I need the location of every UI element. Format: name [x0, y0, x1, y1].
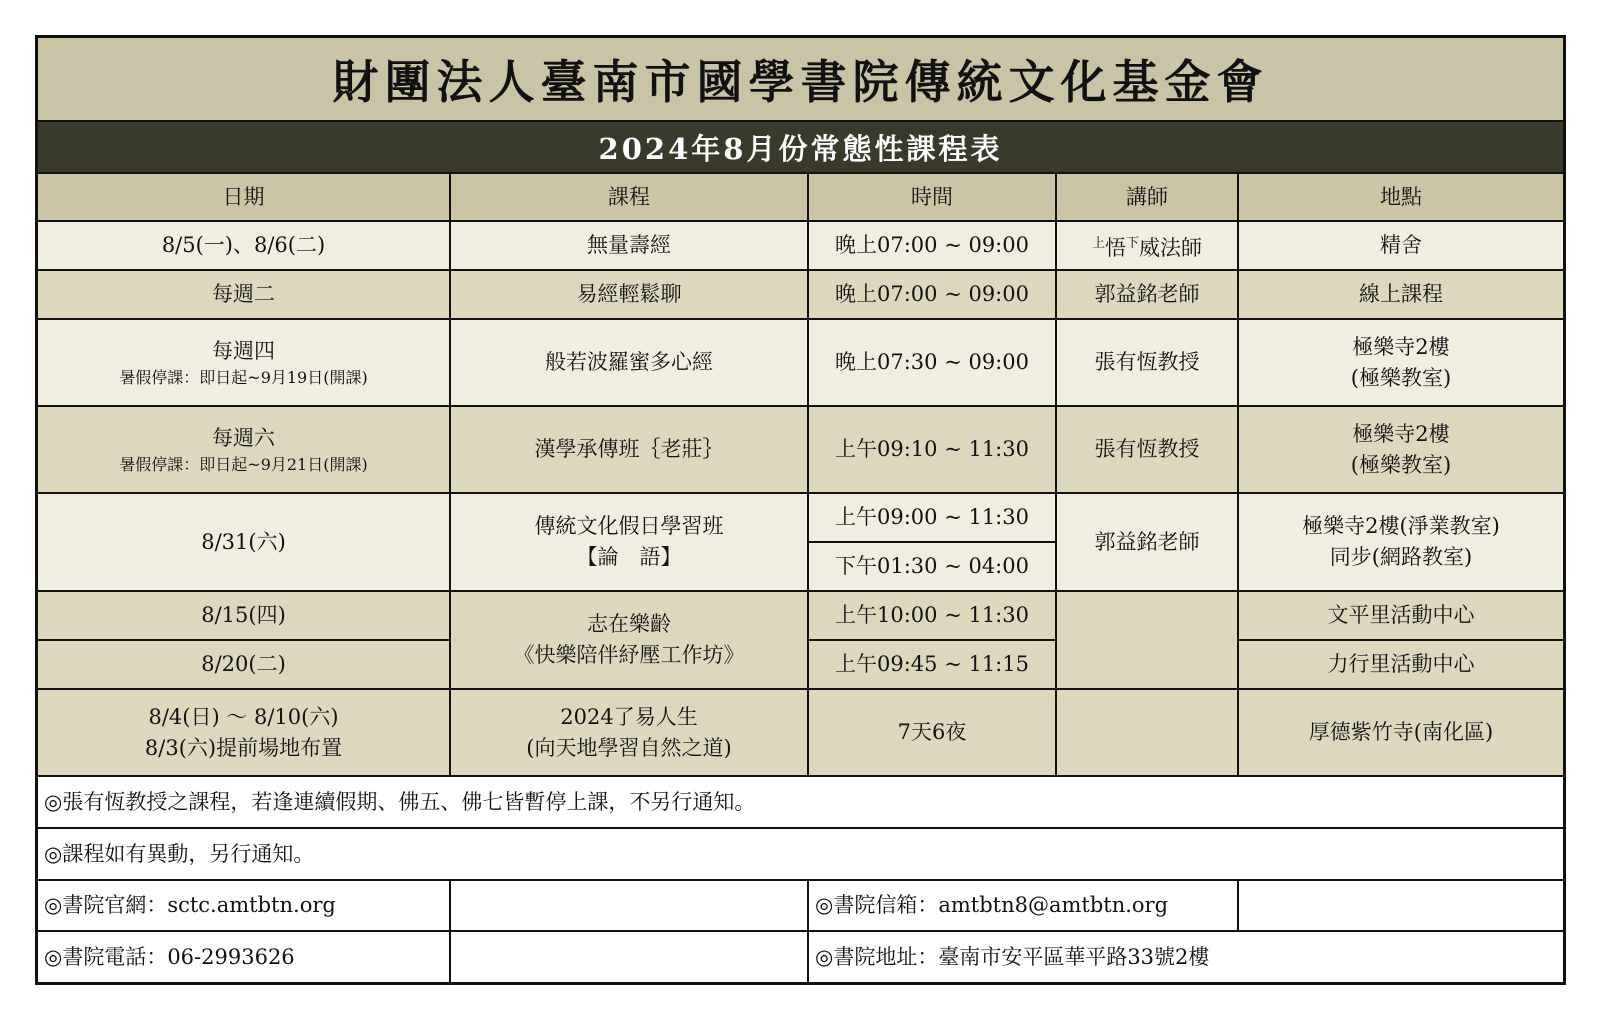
- schedule-table: [38, 174, 1563, 982]
- course-line: (向天地學習自然之道): [526, 735, 732, 760]
- org-title: 財團法人臺南市國學書院傳統文化基金會: [38, 38, 1563, 122]
- place-line: 極樂寺2樓: [1352, 334, 1450, 359]
- time-cell: 晚上07:30 ~ 09:00: [808, 319, 1056, 406]
- empty-cell: [1238, 880, 1563, 931]
- column-header-place: 地點: [1238, 174, 1563, 221]
- place-cell: [1238, 406, 1563, 493]
- table-row: [38, 406, 1563, 493]
- column-header-time: 時間: [808, 174, 1056, 221]
- date-line: 8/4(日) ～ 8/10(六): [148, 704, 339, 729]
- time-cell: 上午09:10 ~ 11:30: [808, 406, 1056, 493]
- time-cell: 晚上07:00 ~ 09:00: [808, 221, 1056, 270]
- place-line: 極樂寺2樓(淨業教室): [1302, 514, 1500, 538]
- teacher-honorific: 下: [1126, 235, 1140, 251]
- teacher-cell: 張有恆教授: [1056, 406, 1238, 493]
- place-line: (極樂教室): [1350, 452, 1452, 477]
- column-header-course: 課程: [450, 174, 808, 221]
- column-header-teacher: 講師: [1056, 174, 1238, 221]
- email-text: ◎書院信箱：amtbtn8@amtbtn.org: [808, 880, 1238, 931]
- course-line: 【論 語】: [576, 545, 682, 569]
- date-cell: 8/31(六): [38, 493, 450, 591]
- course-line: 2024了易人生: [560, 704, 698, 729]
- teacher-name-part: 威法師: [1139, 235, 1203, 260]
- place-cell: 文平里活動中心: [1238, 591, 1563, 640]
- teacher-cell: [1056, 591, 1238, 689]
- teacher-cell: 郭益銘老師: [1056, 270, 1238, 319]
- course-cell: [450, 689, 808, 776]
- time-cell: 晚上07:00 ~ 09:00: [808, 270, 1056, 319]
- phone-text: ◎書院電話：06-2993626: [38, 931, 450, 982]
- time-cell: 上午09:45 ~ 11:15: [808, 640, 1056, 689]
- course-cell: 漢學承傳班｛老莊｝: [450, 406, 808, 493]
- table-row: [38, 493, 1563, 542]
- place-line: (極樂教室): [1350, 365, 1452, 390]
- place-cell: 精舍: [1238, 221, 1563, 270]
- empty-cell: [450, 880, 808, 931]
- empty-cell: [450, 931, 808, 982]
- table-row: [38, 591, 1563, 640]
- date-note: 暑假停課：即日起~9月19日(開課): [119, 368, 368, 387]
- place-cell: 力行里活動中心: [1238, 640, 1563, 689]
- date-cell: 8/20(二): [38, 640, 450, 689]
- teacher-cell: [1056, 689, 1238, 776]
- course-line: 傳統文化假日學習班: [534, 514, 724, 538]
- teacher-name-part: 悟: [1105, 235, 1126, 260]
- date-line: 8/3(六)提前場地布置: [144, 735, 343, 760]
- schedule-title: 2024年8月份常態性課程表: [38, 122, 1563, 174]
- note-text: ◎課程如有異動，另行通知。: [38, 828, 1563, 880]
- note-row: [38, 828, 1563, 880]
- website-text: ◎書院官網：sctc.amtbtn.org: [38, 880, 450, 931]
- date-text: 每週六: [212, 426, 275, 450]
- course-cell: 無量壽經: [450, 221, 808, 270]
- teacher-cell: 郭益銘老師: [1056, 493, 1238, 591]
- note-text: ◎張有恆教授之課程，若逢連續假期、佛五、佛七皆暫停上課，不另行通知。: [38, 776, 1563, 828]
- note-row: [38, 776, 1563, 828]
- table-row: [38, 319, 1563, 406]
- course-cell: [450, 493, 808, 591]
- date-cell: 8/5(一)、8/6(二): [38, 221, 450, 270]
- course-cell: 般若波羅蜜多心經: [450, 319, 808, 406]
- table-row: [38, 270, 1563, 319]
- contact-row: [38, 880, 1563, 931]
- table-row: [38, 221, 1563, 270]
- time-cell: 7天6夜: [808, 689, 1056, 776]
- address-text: ◎書院地址：臺南市安平區華平路33號2樓: [808, 931, 1563, 982]
- course-line: 《快樂陪伴紓壓工作坊》: [513, 643, 745, 667]
- time-cell: 下午01:30 ~ 04:00: [808, 542, 1056, 591]
- place-cell: 厚德紫竹寺(南化區): [1238, 689, 1563, 776]
- place-cell: 線上課程: [1238, 270, 1563, 319]
- date-cell: [38, 406, 450, 493]
- teacher-cell: 張有恆教授: [1056, 319, 1238, 406]
- schedule-sheet: [35, 35, 1566, 985]
- date-cell: 8/15(四): [38, 591, 450, 640]
- contact-row: [38, 931, 1563, 982]
- date-note: 暑假停課：即日起~9月21日(開課): [119, 455, 368, 474]
- teacher-cell: [1056, 221, 1238, 270]
- time-cell: 上午10:00 ~ 11:30: [808, 591, 1056, 640]
- date-cell: [38, 319, 450, 406]
- course-cell: 易經輕鬆聊: [450, 270, 808, 319]
- place-cell: [1238, 319, 1563, 406]
- table-row: [38, 689, 1563, 776]
- place-cell: [1238, 493, 1563, 591]
- column-header-date: 日期: [38, 174, 450, 221]
- date-text: 每週四: [212, 339, 275, 363]
- course-cell: [450, 591, 808, 689]
- header-row: [38, 174, 1563, 221]
- course-line: 志在樂齡: [587, 612, 671, 636]
- time-cell: 上午09:00 ~ 11:30: [808, 493, 1056, 542]
- place-line: 同步(網路教室): [1329, 545, 1473, 569]
- date-cell: [38, 689, 450, 776]
- place-line: 極樂寺2樓: [1352, 421, 1450, 446]
- date-cell: 每週二: [38, 270, 450, 319]
- teacher-honorific: 上: [1091, 235, 1105, 251]
